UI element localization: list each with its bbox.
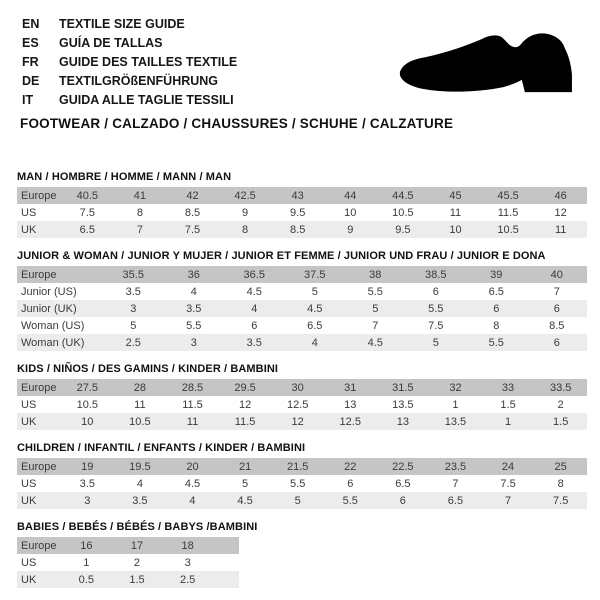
size-table-junior-woman	[17, 266, 587, 351]
size-cell: 23.5	[444, 460, 467, 473]
size-cell: 40.5	[76, 189, 98, 202]
size-cell: 1.5	[129, 573, 145, 586]
language-label: GUÍA DE TALLAS	[59, 36, 163, 50]
size-cell: 7	[504, 494, 512, 507]
spacer-cell	[213, 554, 239, 571]
size-cell: 29.5	[234, 381, 256, 394]
size-cell: 5.5	[367, 285, 383, 298]
size-cell: 21.5	[286, 460, 309, 473]
size-cell: 44.5	[392, 189, 414, 202]
size-cell: 43	[291, 189, 304, 202]
language-code: FR	[22, 55, 39, 69]
size-cell: 28.5	[181, 381, 204, 394]
section-junior-woman	[17, 250, 600, 351]
row-label: Junior (US)	[21, 285, 77, 298]
size-cell: 39	[490, 268, 503, 281]
size-cell: 4.5	[246, 285, 262, 298]
size-cell: 22.5	[392, 460, 414, 473]
language-label: GUIDA ALLE TAGLIE TESSILI	[59, 93, 234, 107]
size-cell: 7.5	[553, 494, 569, 507]
size-cell: 6.5	[447, 494, 464, 507]
size-cell: 5.5	[488, 336, 504, 349]
size-cell: 4.5	[307, 302, 323, 315]
size-cell: 10	[81, 415, 94, 428]
spacer-cell	[213, 537, 239, 554]
size-cell: 1	[504, 415, 512, 428]
section-title: BABIES / BEBÉS / BÉBÉS / BABYS /BAMBINI	[17, 521, 258, 533]
row-label: US	[21, 477, 37, 490]
size-cell: 6	[399, 494, 406, 507]
size-cell: 3	[184, 556, 191, 569]
table-row	[17, 283, 587, 300]
section-title: KIDS / NIÑOS / DES GAMINS / KINDER / BAMBINI	[17, 363, 279, 375]
size-cell: 11.5	[497, 206, 519, 219]
size-cell: 7	[553, 285, 560, 298]
table-row	[17, 492, 587, 509]
size-cell: 6.5	[79, 223, 95, 236]
size-cell: 6	[432, 285, 439, 298]
size-cell: 5.5	[342, 494, 358, 507]
table-row	[17, 187, 587, 204]
section-man	[17, 171, 600, 238]
size-cell: 12.5	[286, 398, 309, 411]
size-cell: 8.5	[290, 223, 306, 236]
size-cell: 19.5	[129, 460, 151, 473]
size-cell: 40	[550, 268, 563, 281]
size-cell: 11.5	[182, 398, 203, 411]
size-cell: 2	[133, 556, 141, 569]
size-cell: 24	[501, 460, 515, 473]
size-cell: 17	[130, 539, 144, 552]
size-cell: 3	[130, 302, 137, 315]
table-row	[17, 396, 587, 413]
size-cell: 6	[553, 336, 560, 349]
spacer-cell	[213, 571, 239, 588]
size-cell: 6.5	[395, 477, 411, 490]
table-row	[17, 221, 587, 238]
language-code: IT	[22, 93, 34, 107]
size-cell: 2	[557, 398, 564, 411]
section-title: CHILDREN / INFANTIL / ENFANTS / KINDER / BAMBINI	[17, 442, 306, 454]
size-cell: 5	[130, 319, 137, 332]
size-cell: 13.5	[444, 415, 467, 428]
table-row	[17, 413, 587, 430]
row-label: Europe	[21, 539, 57, 552]
size-cell: 13	[344, 398, 357, 411]
size-cell: 38	[369, 268, 382, 281]
row-label: Europe	[21, 189, 57, 202]
row-label: Woman (UK)	[21, 336, 85, 349]
size-cell: 6	[493, 302, 500, 315]
row-label: US	[21, 398, 37, 411]
size-cell: 5.5	[428, 302, 444, 315]
size-cell: 4	[190, 285, 197, 298]
size-cell: 16	[80, 539, 93, 552]
size-cell: 5.5	[186, 319, 202, 332]
size-cell: 4	[251, 302, 258, 315]
table-row	[17, 554, 239, 571]
table-row	[17, 334, 587, 351]
size-cell: 9	[347, 223, 354, 236]
size-cell: 11	[449, 206, 462, 219]
row-label: Europe	[21, 268, 57, 281]
size-cell: 45	[449, 189, 462, 202]
size-table-babies	[17, 537, 239, 588]
size-cell: 37.5	[304, 268, 326, 281]
size-cell: 4.5	[184, 477, 201, 490]
size-cell: 8	[242, 223, 249, 236]
row-label: UK	[21, 415, 37, 428]
size-cell: 33.5	[549, 381, 572, 394]
table-row	[17, 537, 239, 554]
size-cell: 4	[189, 494, 196, 507]
size-cell: 1.5	[553, 415, 569, 428]
size-cell: 10.5	[392, 206, 414, 219]
size-cell: 3	[84, 494, 91, 507]
size-cell: 11	[554, 223, 567, 236]
language-code: DE	[22, 74, 40, 88]
size-cell: 1	[452, 398, 459, 411]
size-cell: 31.5	[392, 381, 414, 394]
size-cell: 21	[238, 460, 252, 473]
size-cell: 9.5	[290, 206, 306, 219]
size-cell: 5	[372, 302, 379, 315]
size-cell: 3.5	[79, 477, 95, 490]
row-label: UK	[21, 494, 37, 507]
size-cell: 6.5	[307, 319, 323, 332]
size-cell: 30	[291, 381, 304, 394]
size-cell: 4	[136, 477, 143, 490]
size-cell: 7	[452, 477, 459, 490]
section-children	[17, 442, 600, 509]
size-cell: 6	[251, 319, 258, 332]
language-label: GUIDE DES TAILLES TEXTILE	[59, 55, 238, 69]
size-cell: 32	[449, 381, 462, 394]
size-cell: 8	[557, 477, 564, 490]
size-cell: 44	[344, 189, 357, 202]
size-cell: 8.5	[549, 319, 565, 332]
size-cell: 8.5	[184, 206, 201, 219]
size-cell: 11	[186, 415, 199, 428]
size-cell: 20	[186, 460, 199, 473]
category-title: FOOTWEAR / CALZADO / CHAUSSURES / SCHUHE / CALZATURE	[20, 116, 454, 131]
size-cell: 33	[501, 381, 515, 394]
size-cell: 10.5	[129, 415, 151, 428]
size-cell: 9	[242, 206, 249, 219]
size-cell: 1	[83, 556, 90, 569]
size-cell: 6.5	[488, 285, 504, 298]
size-cell: 5	[294, 494, 301, 507]
dress-shoe-icon	[398, 29, 574, 95]
size-cell: 12.5	[339, 415, 361, 428]
language-code: ES	[22, 36, 39, 50]
size-cell: 7.5	[500, 477, 516, 490]
size-cell: 36	[187, 268, 200, 281]
size-cell: 4	[311, 336, 318, 349]
size-cell: 7.5	[79, 206, 95, 219]
size-cell: 42.5	[234, 189, 256, 202]
size-table-man	[17, 187, 587, 238]
size-cell: 5.5	[290, 477, 306, 490]
size-cell: 3	[190, 336, 197, 349]
section-title: MAN / HOMBRE / HOMME / MANN / MAN	[17, 171, 232, 183]
table-row	[17, 571, 239, 588]
size-cell: 22	[344, 460, 357, 473]
row-label: UK	[21, 573, 37, 586]
table-row	[17, 266, 587, 283]
size-cell: 4.5	[367, 336, 383, 349]
size-cell: 11	[134, 398, 146, 411]
language-label: TEXTILE SIZE GUIDE	[59, 17, 185, 31]
row-label: UK	[21, 223, 37, 236]
size-cell: 12	[554, 206, 567, 219]
size-cell: 3.5	[186, 302, 202, 315]
language-code: EN	[22, 17, 40, 31]
size-cell: 27.5	[76, 381, 98, 394]
size-cell: 1.5	[500, 398, 516, 411]
size-cell: 3.5	[132, 494, 148, 507]
size-table-children	[17, 458, 587, 509]
size-cell: 10	[344, 206, 357, 219]
size-cell: 38.5	[425, 268, 447, 281]
size-cell: 5	[242, 477, 249, 490]
size-cell: 3.5	[125, 285, 141, 298]
size-cell: 18	[181, 539, 194, 552]
size-cell: 8	[136, 206, 143, 219]
size-cell: 13.5	[392, 398, 414, 411]
size-cell: 9.5	[395, 223, 411, 236]
section-kids	[17, 363, 600, 430]
row-label: Europe	[21, 381, 57, 394]
table-row	[17, 475, 587, 492]
size-cell: 19	[81, 460, 94, 473]
section-babies	[17, 521, 600, 588]
row-label: Europe	[21, 460, 57, 473]
size-cell: 4.5	[237, 494, 253, 507]
section-title: JUNIOR & WOMAN / JUNIOR Y MUJER / JUNIOR ET FEMME / JUNIOR UND FRAU / JUNIOR E DONA	[17, 250, 546, 262]
table-row	[17, 317, 587, 334]
size-cell: 45.5	[497, 189, 519, 202]
size-tables	[0, 171, 600, 588]
size-cell: 42	[186, 189, 199, 202]
size-cell: 10	[449, 223, 462, 236]
size-cell: 12	[238, 398, 252, 411]
row-label: Junior (UK)	[21, 302, 77, 315]
table-row	[17, 379, 587, 396]
size-cell: 35.5	[122, 268, 144, 281]
size-cell: 2.5	[125, 336, 141, 349]
size-cell: 7	[136, 223, 143, 236]
size-cell: 36.5	[243, 268, 265, 281]
size-cell: 6	[553, 302, 560, 315]
size-cell: 7.5	[428, 319, 444, 332]
size-cell: 11.5	[234, 415, 256, 428]
table-row	[17, 204, 587, 221]
size-cell: 41	[133, 189, 147, 202]
language-label: TEXTILGRÖßENFÜHRUNG	[59, 74, 219, 88]
size-cell: 8	[493, 319, 500, 332]
size-cell: 10.5	[76, 398, 98, 411]
size-cell: 7.5	[184, 223, 201, 236]
size-cell: 2.5	[180, 573, 196, 586]
size-cell: 28	[133, 381, 147, 394]
size-cell: 10.5	[497, 223, 519, 236]
size-cell: 5	[311, 285, 318, 298]
size-cell: 6	[347, 477, 354, 490]
size-cell: 12	[291, 415, 304, 428]
row-label: Woman (US)	[21, 319, 85, 332]
row-label: US	[21, 206, 37, 219]
size-cell: 25	[554, 460, 567, 473]
size-cell: 0.5	[78, 573, 94, 586]
row-label: US	[21, 556, 37, 569]
size-cell: 3.5	[246, 336, 262, 349]
size-cell: 46	[554, 189, 567, 202]
size-cell: 5	[432, 336, 439, 349]
size-table-kids	[17, 379, 587, 430]
size-cell: 13	[396, 415, 409, 428]
size-cell: 31	[344, 381, 357, 394]
size-cell: 7	[372, 319, 379, 332]
table-row	[17, 300, 587, 317]
table-row	[17, 458, 587, 475]
